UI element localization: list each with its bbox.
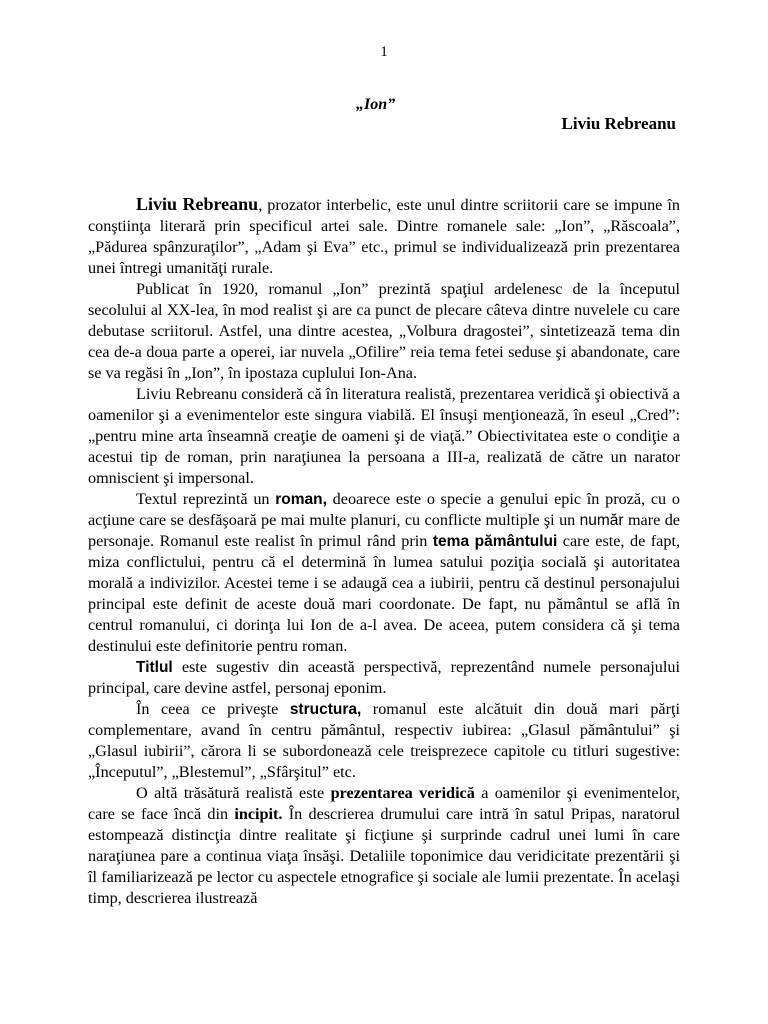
paragraph-7-text-a: O altă trăsătură realistă este xyxy=(136,784,331,802)
keyword-prezentarea-veridica: prezentarea veridică xyxy=(330,784,475,802)
keyword-tema: tema xyxy=(432,533,470,550)
keyword-structura: structura, xyxy=(289,701,362,718)
paragraph-2 xyxy=(88,279,680,384)
keyword-pamantului: pământului xyxy=(474,533,558,550)
paragraph-5-text: este sugestiv din această perspectivă, reprezentând numele personajului principal, care devine astfel, personaj eponim. xyxy=(88,658,680,697)
paragraph-6-text-b: romanul este alcătuit din două mari părţi complementare, avand în centru pământul, respectiv iubirea: „Glasul pământului” şi „Glasul iubirii”, cărora li se subordonează cele treisprezece capitole cu titluri sugestive: „Începutul”, „Blestemul”, „Sfârşitul” etc. xyxy=(88,700,680,781)
paragraph-1-text: , prozator interbelic, este unul dintre scriitorii care se impune în conştiinţa literară prin specificul artei sale. Dintre romanele sale: „Ion”, „Răscoala”, „Pădurea spânzuraţilor”, „Adam şi Eva” etc., primul se individualizează prin prezentarea unei întregi umanităţi rurale. xyxy=(88,196,680,277)
author-name-emphasis: Liviu Rebreanu xyxy=(136,194,259,214)
paragraph-7-text-b: a oamenilor şi evenimentelor, care se face încă din xyxy=(88,784,680,823)
page-number: 1 xyxy=(380,44,388,60)
paragraph-3-text: Liviu Rebreanu consideră că în literatura realistă, prezentarea veridică şi obiectivă a oamenilor şi a evenimentelor este singura viabilă. El însuşi menţionează, în eseul „Cred”: „pentru mine arta înseamnă creaţie de oameni şi de viaţă.” Obiectivitatea este o condiţie a acestui tip de roman, prin naraţiunea la persoana a III-a, realizată de către un narator omniscient şi impersonal. xyxy=(88,385,680,487)
paragraph-4-text-d: care este, de fapt, miza conflictului, pentru că el determină în lumea satului poziţia socială şi autoritatea morală a indivizilor. Acestei teme i se adaugă cea a iubirii, pentru că destinul personajului principal este definit de aceste două mari coordonate. De fapt, nu pământul se află în centrul romanului, ci dorinţa lui Ion de a-l avea. De aceea, putem considera că şi tema destinului este definitorie pentru roman. xyxy=(88,532,681,655)
paragraph-7-text-c: În descrierea drumului care intră în satul Pripas, naratorul estompează distincţia dintre realitate şi ficţiune şi surprinde cadrul unei lumi în care naraţiunea pare a continua viaţa însăşi. Detaliile toponimice dau veridicitate prezentării şi îl familiarizează pe lector cu aspectele etnografice şi sociale ale lumii prezentate. În acelaşi timp, descrierea ilustrează xyxy=(88,805,680,907)
paragraph-7 xyxy=(88,783,680,909)
paragraph-4 xyxy=(88,489,680,657)
paragraph-1 xyxy=(88,194,680,279)
keyword-incipit: incipit. xyxy=(234,805,283,823)
paragraph-4-text-c: mare de personaje. Romanul este realist în primul rând prin xyxy=(88,511,680,550)
paragraph-6-text-a: În ceea ce priveşte xyxy=(136,700,290,718)
paragraph-4-text-a: Textul reprezintă un xyxy=(136,490,276,508)
document-author: Liviu Rebreanu xyxy=(561,114,676,133)
paragraph-6 xyxy=(88,699,680,783)
paragraph-3 xyxy=(88,384,680,489)
document-title: „Ion” xyxy=(356,96,396,113)
paragraph-2-text: Publicat în 1920, romanul „Ion” prezintă spaţiul ardelenesc de la începutul secolului al XX-lea, în mod realist şi are ca punct de plecare câteva dintre nuvelele cu care debutase scriitorul. Astfel, una dintre acestea, „Volbura dragostei”, sintetizează tema din cea de-a doua parte a operei, iar nuvela „Ofilire” reia tema fetei seduse şi abandonate, care se va regăsi în „Ion”, în ipostaza cuplului Ion-Ana. xyxy=(88,280,680,382)
keyword-roman: roman, xyxy=(275,491,327,508)
keyword-numar: număr xyxy=(579,512,624,529)
paragraph-5 xyxy=(88,657,680,699)
document-body xyxy=(88,194,680,909)
paragraph-4-text-b: deoarece este o specie a genului epic în proză, cu o acţiune care se desfăşoară pe mai multe planuri, cu conflicte multiple şi un xyxy=(88,490,680,529)
keyword-titlul: Titlul xyxy=(136,659,173,676)
